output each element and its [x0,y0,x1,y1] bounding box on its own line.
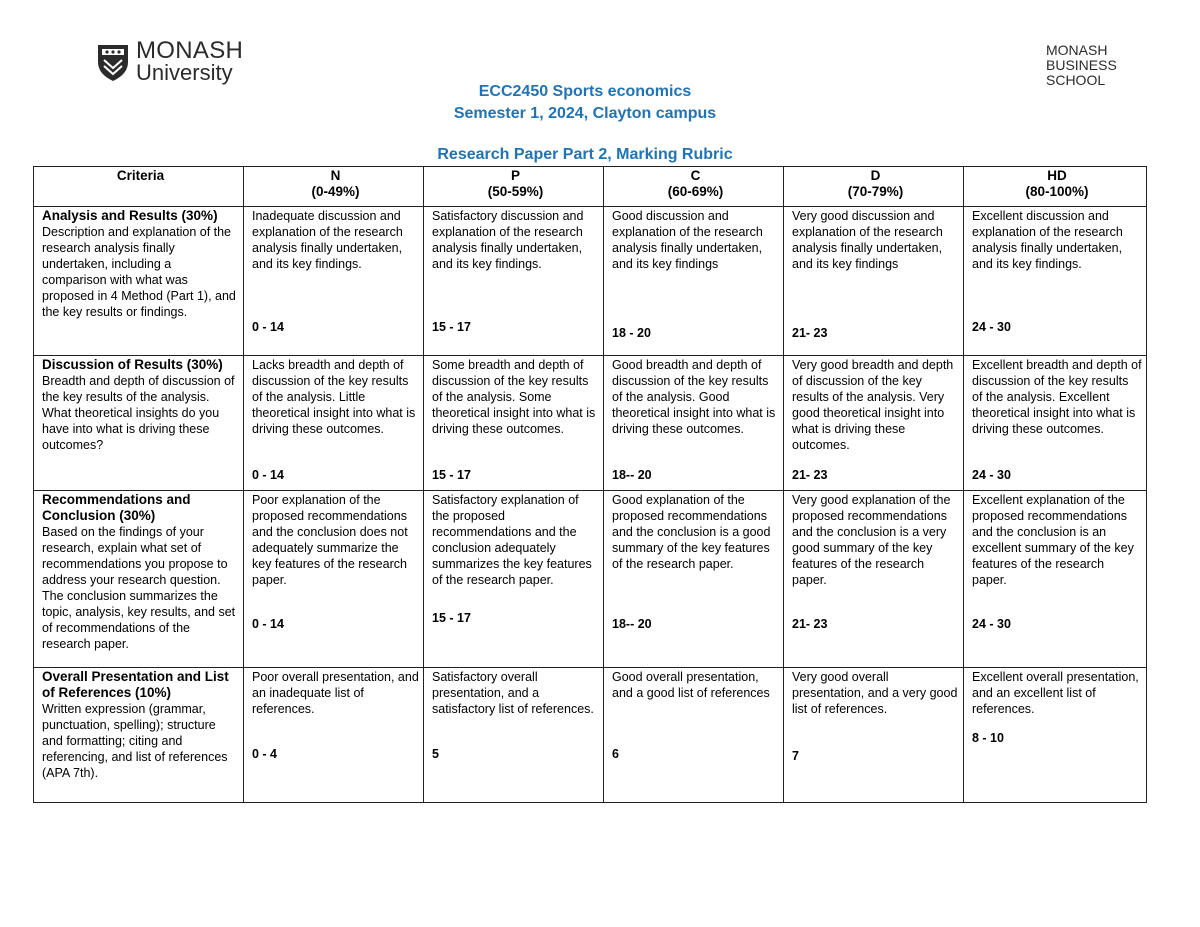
grade-description: Excellent overall presentation, and an excellent list of references. [972,670,1139,717]
grade-description: Good overall presentation, and a good list of references [612,670,770,701]
column-range: (50-59%) [487,184,544,199]
logo-monash-text: MONASH [136,37,244,64]
grade-description: Very good overall presentation, and a very good list of references. [792,670,958,717]
grade-score: 8 - 10 [972,731,1004,746]
grade-description: Excellent explanation of the proposed recommendations and the conclusion is an excellent summary of the key features of the research paper. [972,492,1134,587]
rubric-title: Research Paper Part 2, Marking Rubric [437,146,733,163]
criterion-title: Analysis and Results (30%) [42,208,218,223]
grade-cell-c [604,668,784,803]
grade-score: 15 - 17 [432,320,471,334]
grade-description: Very good discussion and explanation of the research analysis finally undertaken, and its key findings [792,209,943,271]
criterion-description: Based on the findings of your research, explain what set of recommendations you propose to address your research question. The conclusion summarizes the topic, analysis, key results, and set of recommendations of the research paper. [42,524,236,651]
criterion-cell [34,668,244,803]
grade-cell-hd [964,207,1147,356]
criterion-description: Breadth and depth of discussion of the key results of the analysis. What theoretical insights do you have into what is driving these outcomes? [42,374,235,452]
grade-description: Poor overall presentation, and an inadequate list of references. [252,670,419,717]
grade-cell-d [784,356,964,491]
grade-score: 18-- 20 [612,468,652,482]
grade-description: Satisfactory explanation of the proposed recommendations and the conclusion adequately summarizes the key features of the research paper. [432,492,592,587]
table-row [34,207,1147,356]
grade-score: 15 - 17 [432,468,471,482]
grade-score: 21- 23 [792,326,828,340]
criterion-cell [34,356,244,491]
column-header-c [604,167,784,207]
criterion-description: Written expression (grammar, punctuation, spelling); structure and formatting; citing and referencing, and list of references (APA 7th). [42,702,228,781]
criterion-title: Discussion of Results (30%) [42,357,223,372]
grade-cell-p [424,356,604,491]
grade-description: Good explanation of the proposed recommendations and the conclusion is a good summary of the key features of the research paper. [612,492,771,571]
grade-cell-hd [964,668,1147,803]
grade-score: 21- 23 [792,468,828,482]
grade-score: 24 - 30 [972,616,1011,631]
grade-cell-p [424,490,604,667]
grade-description: Lacks breadth and depth of discussion of the key results of the analysis. Little theoretical insight into what is driving these outcomes. [252,358,416,436]
unit-title: ECC2450 Sports economics [478,83,692,100]
grade-cell-c [604,207,784,356]
grade-cell-p [424,207,604,356]
grade-cell-n [244,668,424,803]
grade-score: 18 - 20 [612,326,651,340]
monash-business-school-logo [1046,43,1117,88]
grade-description: Satisfactory overall presentation, and a satisfactory list of references. [432,670,594,717]
logo-university-text: University [136,60,233,85]
column-grade: P [510,168,520,183]
grade-score: 6 [612,747,619,762]
grade-score: 15 - 17 [432,610,471,625]
grade-score: 24 - 30 [972,320,1011,334]
marking-rubric-table [33,166,1147,803]
mbs-line-2: BUSINESS [1046,57,1117,73]
grade-score: 0 - 4 [252,747,278,762]
grade-cell-d [784,207,964,356]
column-header-hd [964,167,1147,207]
mbs-line-3: SCHOOL [1046,72,1106,88]
grade-score: 18-- 20 [612,616,652,631]
monash-university-logo [96,37,256,86]
criterion-description: Description and explanation of the research analysis finally undertaken, including a comparison with what was proposed in 4 Method (Part 1), and the key results or findings. [42,225,236,319]
column-grade: D [870,168,881,183]
table-header-row [34,167,1147,207]
column-grade: C [690,168,701,183]
grade-description: Excellent discussion and explanation of the research analysis finally undertaken, and its key findings. [972,209,1123,271]
grade-description: Very good explanation of the proposed recommendations and the conclusion is a very good summary of the key features of the research paper. [792,492,951,587]
criterion-cell [34,490,244,667]
grade-description: Good discussion and explanation of the research analysis finally undertaken, and its key findings [612,209,763,271]
grade-cell-c [604,356,784,491]
grade-cell-hd [964,490,1147,667]
grade-score: 0 - 14 [252,320,284,334]
grade-cell-c [604,490,784,667]
grade-cell-n [244,490,424,667]
grade-description: Excellent breadth and depth of discussion of the key results of the analysis. Excellent theoretical insight into what is driving these outcomes. [972,358,1142,436]
grade-description: Good breadth and depth of discussion of the key results of the analysis. Good theoretical insight into what is driving these outcomes. [612,358,776,436]
grade-score: 0 - 14 [252,616,284,631]
grade-score: 5 [432,747,439,762]
column-range: (0-49%) [311,184,360,199]
criterion-title: Overall Presentation and List of References (10%) [42,669,229,701]
grade-cell-n [244,356,424,491]
column-grade: N [330,168,341,183]
grade-description: Inadequate discussion and explanation of the research analysis finally undertaken, and its key findings. [252,209,403,271]
grade-description: Some breadth and depth of discussion of the key results of the analysis. Some theoretical insight into what is driving these outcomes. [432,358,596,436]
grade-score: 0 - 14 [252,468,284,482]
column-header-p [424,167,604,207]
column-range: (70-79%) [847,184,904,199]
grade-cell-d [784,668,964,803]
column-header-n [244,167,424,207]
grade-description: Satisfactory discussion and explanation of the research analysis finally undertaken, and its key findings. [432,209,584,271]
table-row [34,668,1147,803]
grade-description: Very good breadth and depth of discussion of the key results of the analysis. Very good theoretical insight into what is driving these outcomes. [792,358,954,452]
grade-score: 21- 23 [792,616,828,631]
grade-cell-p [424,668,604,803]
criterion-cell [34,207,244,356]
column-header-d [784,167,964,207]
grade-description: Poor explanation of the proposed recommendations and the conclusion does not adequately summarize the key features of the research paper. [252,492,408,587]
monash-crest-icon [96,42,130,82]
column-range: (80-100%) [1025,184,1089,199]
semester-line: Semester 1, 2024, Clayton campus [453,105,717,122]
grade-score: 7 [792,749,799,764]
table-row [34,356,1147,491]
column-header-label: Criteria [116,168,165,183]
criterion-title: Recommendations and Conclusion (30%) [42,491,191,523]
column-range: (60-69%) [667,184,724,199]
table-row [34,490,1147,667]
grade-cell-hd [964,356,1147,491]
mbs-line-1: MONASH [1046,42,1108,58]
grade-cell-d [784,490,964,667]
grade-score: 24 - 30 [972,468,1011,482]
grade-cell-n [244,207,424,356]
column-grade: HD [1047,168,1067,183]
column-header-criteria [34,167,244,207]
